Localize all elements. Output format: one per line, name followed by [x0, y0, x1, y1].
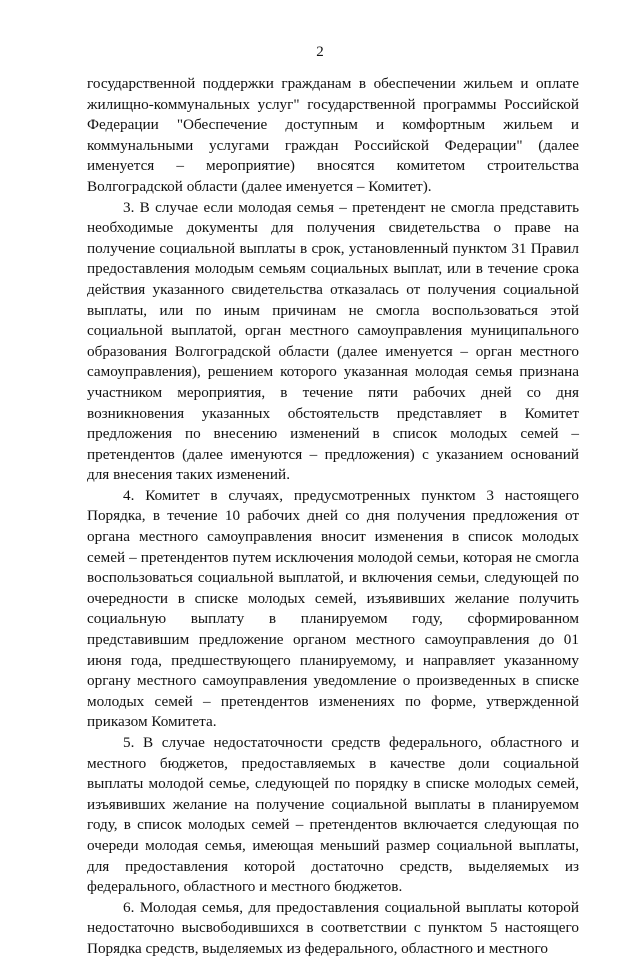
paragraph-item-4: 4. Комитет в случаях, предусмотренных пунктом 3 настоящего Порядка, в течение 10 рабочих дней со дня получения предложения от органа местного самоуправления вносит изменения в список молодых семей – претендентов путем исключения молодой семьи, которая не смогла воспользоваться социальной выплатой, и включения семьи, следующей по очередности в списке молодых семей, изъявивших желание получить социальную выплату в планируемом году, сформированном представившим предложение органом местного самоуправления до 01 июня года, предшествующего планируемому, и направляет указанному органу местного самоуправления уведомление о произведенных в списке молодых семей – претендентов изменениях по форме, утвержденной приказом Комитета. — [87, 486, 579, 731]
paragraph-continuation: государственной поддержки гражданам в обеспечении жильем и оплате жилищно-коммунальных услуг" государственной программы Российской Федерации "Обеспечение доступным и комфортным жильем и коммунальными услугами граждан Российской Федерации" (далее именуется – мероприятие) вносятся комитетом строительства Волгоградской области (далее именуется – Комитет). — [87, 75, 579, 195]
document-body — [87, 74, 579, 960]
paragraph-item-3: 3. В случае если молодая семья – претендент не смогла представить необходимые документы для получения свидетельства о праве на получение социальной выплаты в срок, установленный пунктом 31 Правил предоставления молодым семьям социальных выплат, или в течение срока действия указанного свидетельства отказалась от получения социальной выплаты, или по иным причинам не смогла воспользоваться этой социальной выплатой, орган местного самоуправления муниципального образования Волгоградской области (далее именуется – орган местного самоуправления), решением которого указанная молодая семья признана участником мероприятия, в течение пяти рабочих дней со дня возникновения указанных обстоятельств представляет в Комитет предложения по внесению изменений в список молодых семей – претендентов (далее именуются – предложения) с указанием оснований для внесения таких изменений. — [87, 198, 579, 484]
page-number: 2 — [316, 44, 324, 60]
paragraph-item-5: 5. В случае недостаточности средств федерального, областного и местного бюджетов, предоставляемых в качестве доли социальной выплаты молодой семье, следующей по порядку в списке молодых семей, изъявивших желание на получение социальной выплаты в планируемом году, в список молодых семей – претендентов включается следующая по очереди молодая семья, имеющая меньший размер социальной выплаты, для предоставления которой достаточно средств, выделяемых из федерального, областного и местного бюджетов. — [87, 734, 579, 896]
paragraph-item-6: 6. Молодая семья, для предоставления социальной выплаты которой недостаточно высвободившихся в соответствии с пунктом 5 настоящего Порядка средств, выделяемых из федерального, областного и местного — [87, 898, 579, 957]
